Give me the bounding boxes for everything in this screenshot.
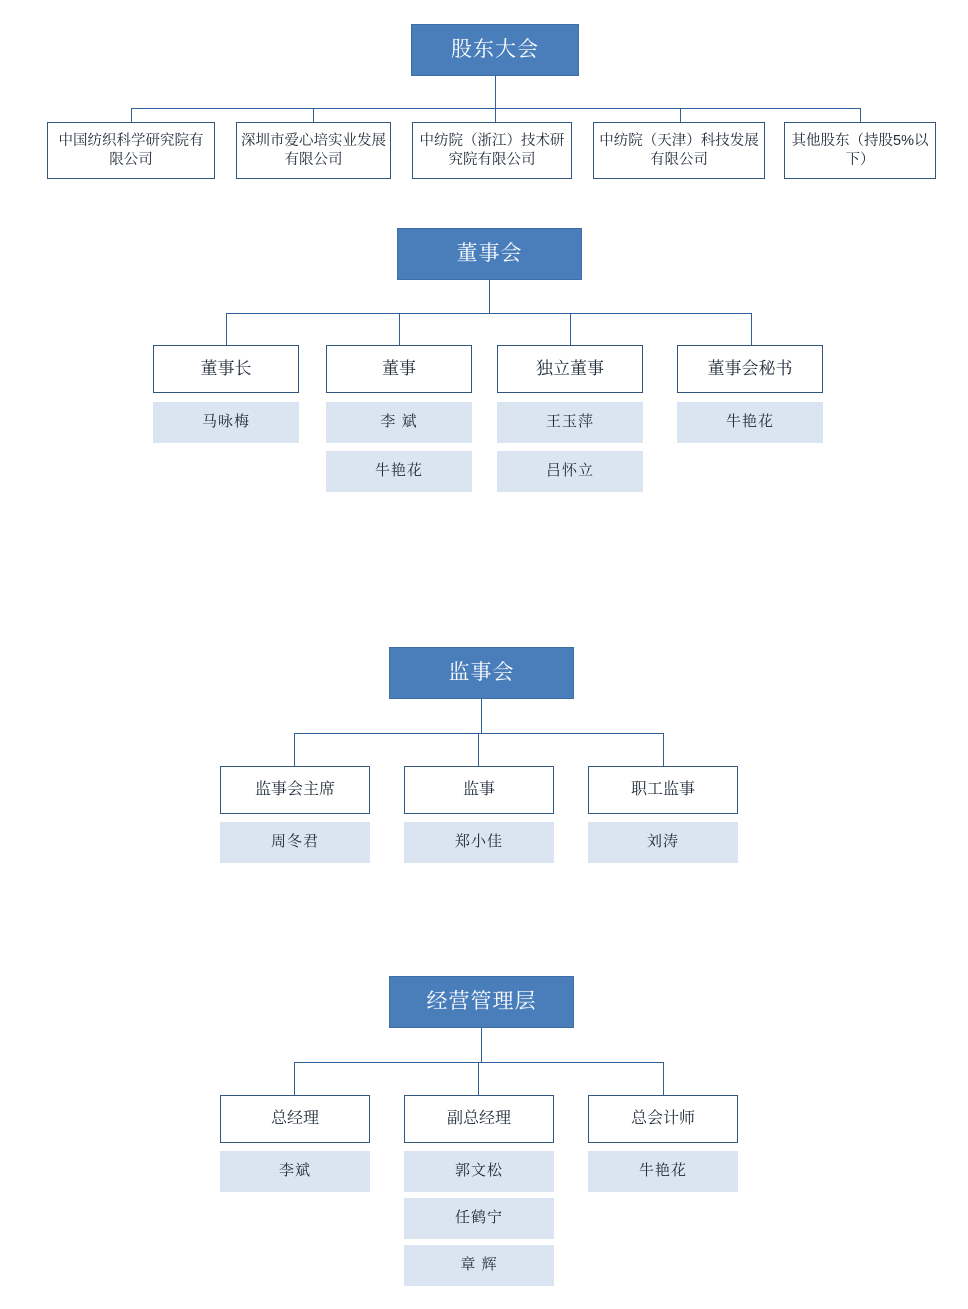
connector-management-stem <box>481 1028 482 1062</box>
connector-supervisors-stem <box>481 699 482 733</box>
person-box-supervisor-chairman-1: 周冬君 <box>220 822 370 863</box>
shareholder-box-5: 其他股东（持股5%以下） <box>784 122 936 179</box>
connector-shareholder-drop-3 <box>495 108 496 122</box>
role-box-deputy-general-manager: 副总经理 <box>404 1095 554 1143</box>
connector-shareholder-drop-1 <box>131 108 132 122</box>
connector-board-drop-2 <box>399 313 400 345</box>
connector-board-stem <box>489 280 490 313</box>
role-box-director: 董事 <box>326 345 472 393</box>
role-box-board-chairman: 董事长 <box>153 345 299 393</box>
connector-shareholder-drop-5 <box>860 108 861 122</box>
node-board-of-directors: 董事会 <box>397 228 582 280</box>
connector-board-drop-1 <box>226 313 227 345</box>
connector-management-drop-3 <box>663 1062 664 1095</box>
connector-supervisors-drop-1 <box>294 733 295 766</box>
connector-management-drop-1 <box>294 1062 295 1095</box>
person-box-deputy-general-manager-3: 章 辉 <box>404 1245 554 1286</box>
role-box-employee-supervisor: 职工监事 <box>588 766 738 814</box>
role-box-supervisor-chairman: 监事会主席 <box>220 766 370 814</box>
person-box-independent-director-2: 吕怀立 <box>497 451 643 492</box>
role-box-general-manager: 总经理 <box>220 1095 370 1143</box>
connector-board-drop-3 <box>570 313 571 345</box>
connector-shareholder-drop-2 <box>313 108 314 122</box>
connector-shareholder-drop-4 <box>680 108 681 122</box>
person-box-independent-director-1: 王玉萍 <box>497 402 643 443</box>
person-box-board-secretary-1: 牛艳花 <box>677 402 823 443</box>
shareholder-box-4: 中纺院（天津）科技发展有限公司 <box>593 122 765 179</box>
connector-supervisors-drop-2 <box>478 733 479 766</box>
person-box-deputy-general-manager-2: 任鹤宁 <box>404 1198 554 1239</box>
role-box-supervisor: 监事 <box>404 766 554 814</box>
connector-management-drop-2 <box>478 1062 479 1095</box>
node-management-layer: 经营管理层 <box>389 976 574 1028</box>
role-box-independent-director: 独立董事 <box>497 345 643 393</box>
person-box-general-manager-1: 李斌 <box>220 1151 370 1192</box>
node-shareholders-meeting: 股东大会 <box>411 24 579 76</box>
shareholder-box-2: 深圳市爱心培实业发展有限公司 <box>236 122 391 179</box>
person-box-board-chairman-1: 马咏梅 <box>153 402 299 443</box>
node-board-of-supervisors: 监事会 <box>389 647 574 699</box>
person-box-supervisor-1: 郑小佳 <box>404 822 554 863</box>
connector-board-bus <box>226 313 751 314</box>
shareholder-box-3: 中纺院（浙江）技术研究院有限公司 <box>412 122 572 179</box>
connector-supervisors-drop-3 <box>663 733 664 766</box>
person-box-chief-accountant-1: 牛艳花 <box>588 1151 738 1192</box>
role-box-chief-accountant: 总会计师 <box>588 1095 738 1143</box>
person-box-employee-supervisor-1: 刘涛 <box>588 822 738 863</box>
connector-board-drop-4 <box>751 313 752 345</box>
role-box-board-secretary: 董事会秘书 <box>677 345 823 393</box>
shareholder-box-1: 中国纺织科学研究院有限公司 <box>47 122 215 179</box>
person-box-director-2: 牛艳花 <box>326 451 472 492</box>
person-box-deputy-general-manager-1: 郭文松 <box>404 1151 554 1192</box>
connector-shareholders-stem <box>495 76 496 108</box>
person-box-director-1: 李 斌 <box>326 402 472 443</box>
